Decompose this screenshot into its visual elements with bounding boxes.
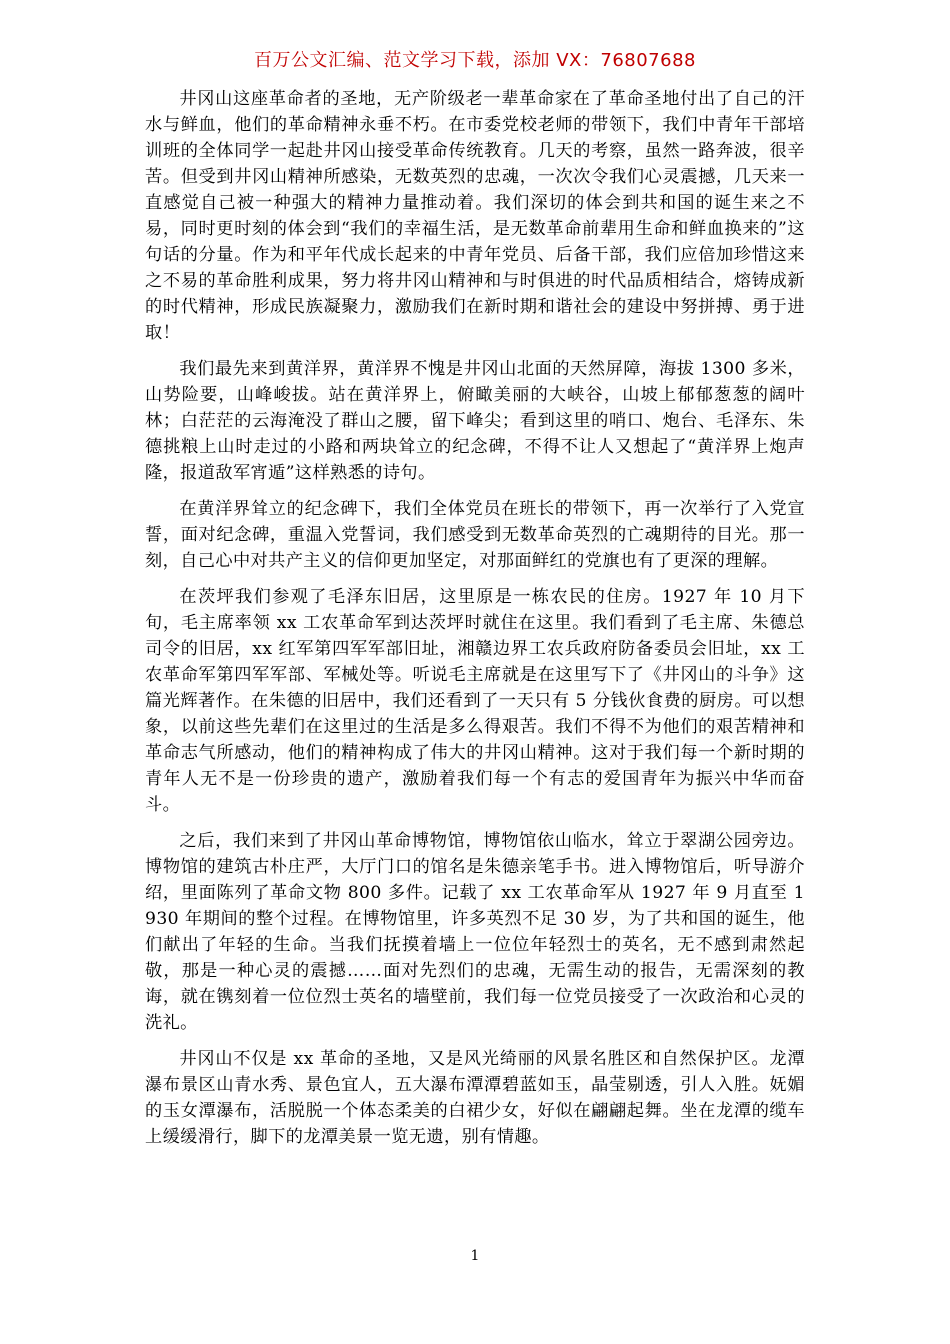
body-paragraph: 在茨坪我们参观了毛泽东旧居，这里原是一栋农民的住房。1927 年 10 月下旬，毛主席率领 xx 工农革命军到达茨坪时就住在这里。我们看到了毛主席、朱德总司令的旧居，xx 红军第四军军部旧址，湘赣边界工农兵政府防备委员会旧址，xx 工农革命军第四军军部、军械处等。听说毛主席就是在这里写下了《井冈山的斗争》这篇光辉著作。在朱德的旧居中，我们还看到了一天只有 5 分钱伙食费的厨房。可以想象，以前这些先辈们在这里过的生活是多么得艰苦。我们不得不为他们的艰苦精神和革命志气所感动，他们的精神构成了伟大的井冈山精神。这对于我们每一个新时期的青年人无不是一份珍贵的遗产，激励着我们每一个有志的爱国青年为振兴中华而奋斗。 (145, 587, 805, 815)
page-number: 1 (470, 1248, 480, 1264)
body-paragraph: 井冈山这座革命者的圣地，无产阶级老一辈革命家在了革命圣地付出了自己的汗水与鲜血，他们的革命精神永垂不朽。在市委党校老师的带领下，我们中青年干部培训班的全体同学一起赴井冈山接受革命传统教育。几天的考察，虽然一路奔波，很辛苦。但受到井冈山精神所感染，无数英烈的忠魂，一次次令我们心灵震撼，几天来一直感觉自己被一种强大的精神力量推动着。我们深切的体会到共和国的诞生来之不易，同时更时刻的体会到“我们的幸福生活，是无数革命前辈用生命和鲜血换来的”这句话的分量。作为和平年代成长起来的中青年党员、后备干部，我们应倍加珍惜这来之不易的革命胜利成果，努力将井冈山精神和与时俱进的时代品质相结合，熔铸成新的时代精神，形成民族凝聚力，激励我们在新时期和谐社会的建设中努拼搏、勇于进取！ (145, 89, 805, 343)
document-header-banner: 百万公文汇编、范文学习下载，添加 VX：76807688 (254, 50, 696, 71)
body-paragraph: 之后，我们来到了井冈山革命博物馆，博物馆依山临水，耸立于翠湖公园旁边。博物馆的建筑古朴庄严，大厅门口的馆名是朱德亲笔手书。进入博物馆后，听导游介绍，里面陈列了革命文物 800 多件。记载了 xx 工农革命军从 1927 年 9 月直至 1930 年期间的整个过程。在博物馆里，许多英烈不足 30 岁，为了共和国的诞生，他们献出了年轻的生命。当我们抚摸着墙上一位位年轻烈士的英名，无不感到肃然起敬，那是一种心灵的震撼……面对先烈们的忠魂，无需生动的报告，无需深刻的教诲，就在镌刻着一位位烈士英名的墙壁前，我们每一位党员接受了一次政治和心灵的洗礼。 (145, 831, 805, 1033)
body-paragraph: 井冈山不仅是 xx 革命的圣地，又是风光绮丽的风景名胜区和自然保护区。龙潭瀑布景区山青水秀、景色宜人，五大瀑布潭潭碧蓝如玉，晶莹剔透，引人入胜。妩媚的玉女潭瀑布，活脱脱一个体态柔美的白裙少女，好似在翩翩起舞。坐在龙潭的缆车上缓缓滑行，脚下的龙潭美景一览无遗，别有情趣。 (145, 1049, 805, 1147)
body-paragraph: 我们最先来到黄洋界，黄洋界不愧是井冈山北面的天然屏障，海拔 1300 多米，山势险要，山峰峻拔。站在黄洋界上，俯瞰美丽的大峡谷，山坡上郁郁葱葱的阔叶林；白茫茫的云海淹没了群山之腰，留下峰尖；看到这里的哨口、炮台、毛泽东、朱德挑粮上山时走过的小路和两块耸立的纪念碑，不得不让人又想起了“黄洋界上炮声隆，报道敌军宵遁”这样熟悉的诗句。 (145, 359, 805, 483)
document-body (145, 86, 805, 1160)
body-paragraph: 在黄洋界耸立的纪念碑下，我们全体党员在班长的带领下，再一次举行了入党宣誓，面对纪念碑，重温入党誓词，我们感受到无数革命英烈的亡魂期待的目光。那一刻，自己心中对共产主义的信仰更加坚定，对那面鲜红的党旗也有了更深的理解。 (145, 499, 805, 571)
